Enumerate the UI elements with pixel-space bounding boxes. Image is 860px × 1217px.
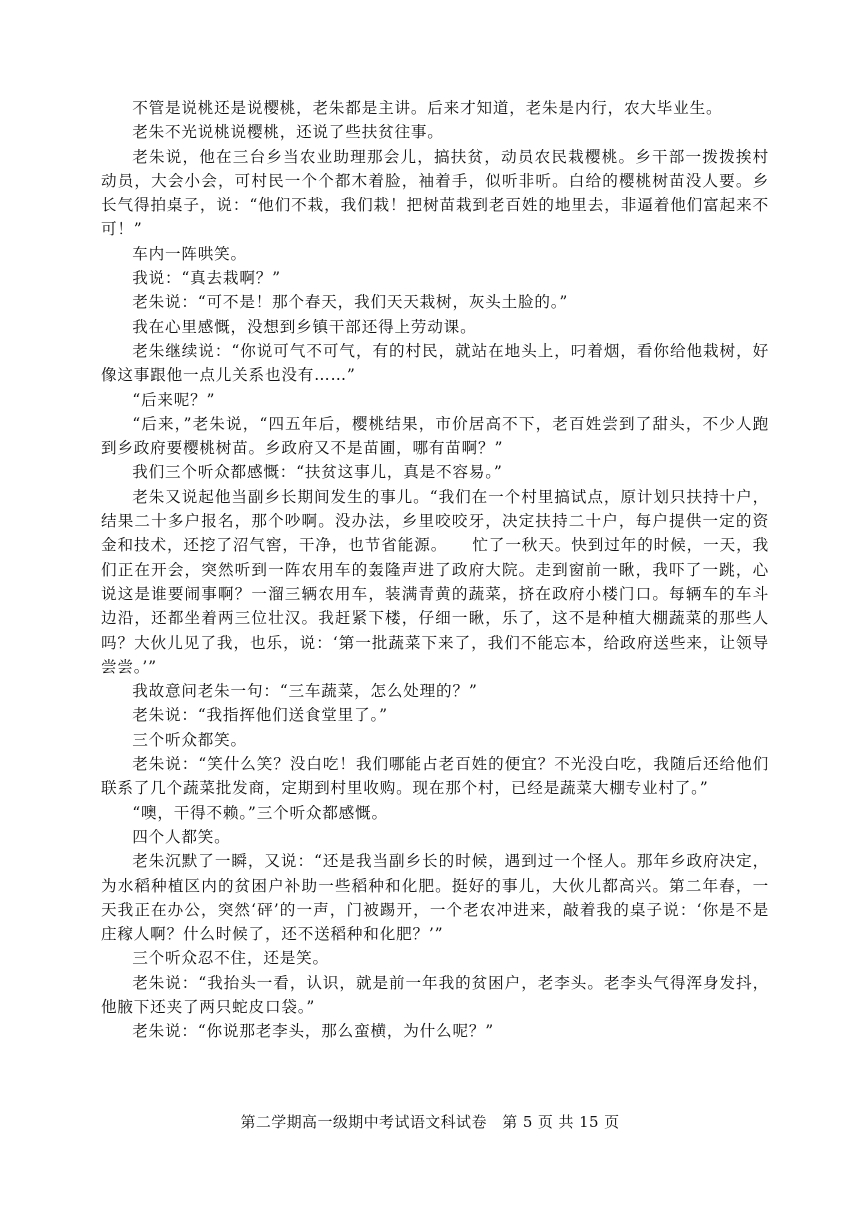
paragraph: 老朱沉默了一瞬，又说：“还是我当副乡长的时候，遇到过一个怪人。那年乡政府决定，为水稻种植区内的贫困户补助一些稻种和化肥。挺好的事儿，大伙儿都高兴。第二年春，一天我正在办公，突然‘砰’的一声，门被踢开，一个老农冲进来，敲着我的桌子说：‘你是不是庄稼人啊？什么时候了，还不送稻种和化肥？’” bbox=[101, 852, 769, 944]
paragraph: 老朱说，他在三台乡当农业助理那会儿，搞扶贫，动员农民栽樱桃。乡干部一拨拨挨村动员，大会小会，可村民一个个都木着脸，袖着手，似听非听。白给的樱桃树苗没人要。乡长气得拍桌子，说：“他们不栽，我们栽！把树苗栽到老百姓的地里去，非逼着他们富起来不可！” bbox=[101, 147, 769, 239]
paragraph: 我们三个听众都感慨：“扶贫这事儿，真是不容易。” bbox=[132, 463, 503, 482]
paragraph: 我说：“真去栽啊？” bbox=[132, 269, 281, 288]
page-footer: 第二学期高一级期中考试语文科试卷 第 5 页 共 15 页 bbox=[240, 1113, 620, 1131]
paragraph: 老朱说：“你说那老李头，那么蛮横，为什么呢？” bbox=[132, 1022, 495, 1041]
paragraph: 车内一阵哄笑。 bbox=[132, 244, 247, 263]
paragraph: 老朱不光说桃说樱桃，还说了些扶贫往事。 bbox=[132, 123, 444, 142]
paragraph: “后来，”老朱说，“四五年后，樱桃结果，市价居高不下，老百姓尝到了甜头，不少人跑到乡政府要樱桃树苗。乡政府又不是苗圃，哪有苗啊？” bbox=[101, 414, 769, 458]
paragraph: 三个听众都笑。 bbox=[132, 730, 247, 749]
paragraph: 三个听众忍不住，还是笑。 bbox=[132, 949, 329, 968]
paragraph: 老朱说：“笑什么笑？没白吃！我们哪能占老百姓的便宜？不光没白吃，我随后还给他们联系了几个蔬菜批发商，定期到村里收购。现在那个村，已经是蔬菜大棚专业村了。” bbox=[101, 755, 769, 798]
paragraph: 我故意问老朱一句：“三车蔬菜，怎么处理的？” bbox=[132, 682, 478, 701]
paragraph: 老朱说：“我抬头一看，认识，就是前一年我的贫困户，老李头。老李头气得浑身发抖，他腋下还夹了两只蛇皮口袋。” bbox=[101, 973, 769, 1016]
paragraph: “噢，干得不赖。”三个听众都感慨。 bbox=[132, 803, 388, 822]
article-body bbox=[101, 96, 769, 1044]
paragraph: 我在心里感慨，没想到乡镇干部还得上劳动课。 bbox=[132, 317, 477, 336]
paragraph: 四个人都笑。 bbox=[132, 827, 231, 846]
paragraph: 不管是说桃还是说樱桃，老朱都是主讲。后来才知道，老朱是内行，农大毕业生。 bbox=[132, 99, 723, 117]
paragraph: “后来呢？” bbox=[132, 390, 216, 409]
paragraph: 老朱说：“我指挥他们送食堂里了。” bbox=[132, 706, 388, 725]
paragraph: 老朱继续说：“你说可气不可气，有的村民，就站在地头上，叼着烟，看你给他栽树，好像这事跟他一点儿关系也没有……” bbox=[101, 341, 769, 385]
paragraph: 老朱又说起他当副乡长期间发生的事儿。“我们在一个村里搞试点，原计划只扶持十户，结果二十多户报名，那个吵啊。没办法，乡里咬咬牙，决定扶持二十户，每户提供一定的资金和技术，还挖了沼气窖，干净，也节省能源。 忙了一秋天。快到过年的时候，一天，我们正在开会，突然听到一阵农用车的轰隆声进了政府大院。走到窗前一瞅，我吓了一跳，心说这是谁要闹事啊？一溜三辆农用车，装满青黄的蔬菜，挤在政府小楼门口。每辆车的车斗边沿，还都坐着两三位壮汉。我赶紧下楼，仔细一瞅，乐了，这不是种植大棚蔬菜的那些人吗？大伙儿见了我，也乐，说：‘第一批蔬菜下来了，我们不能忘本，给政府送些来，让领导尝尝。’” bbox=[101, 487, 769, 676]
paragraph: 老朱说：“可不是！那个春天，我们天天栽树，灰头土脸的。” bbox=[132, 293, 569, 312]
